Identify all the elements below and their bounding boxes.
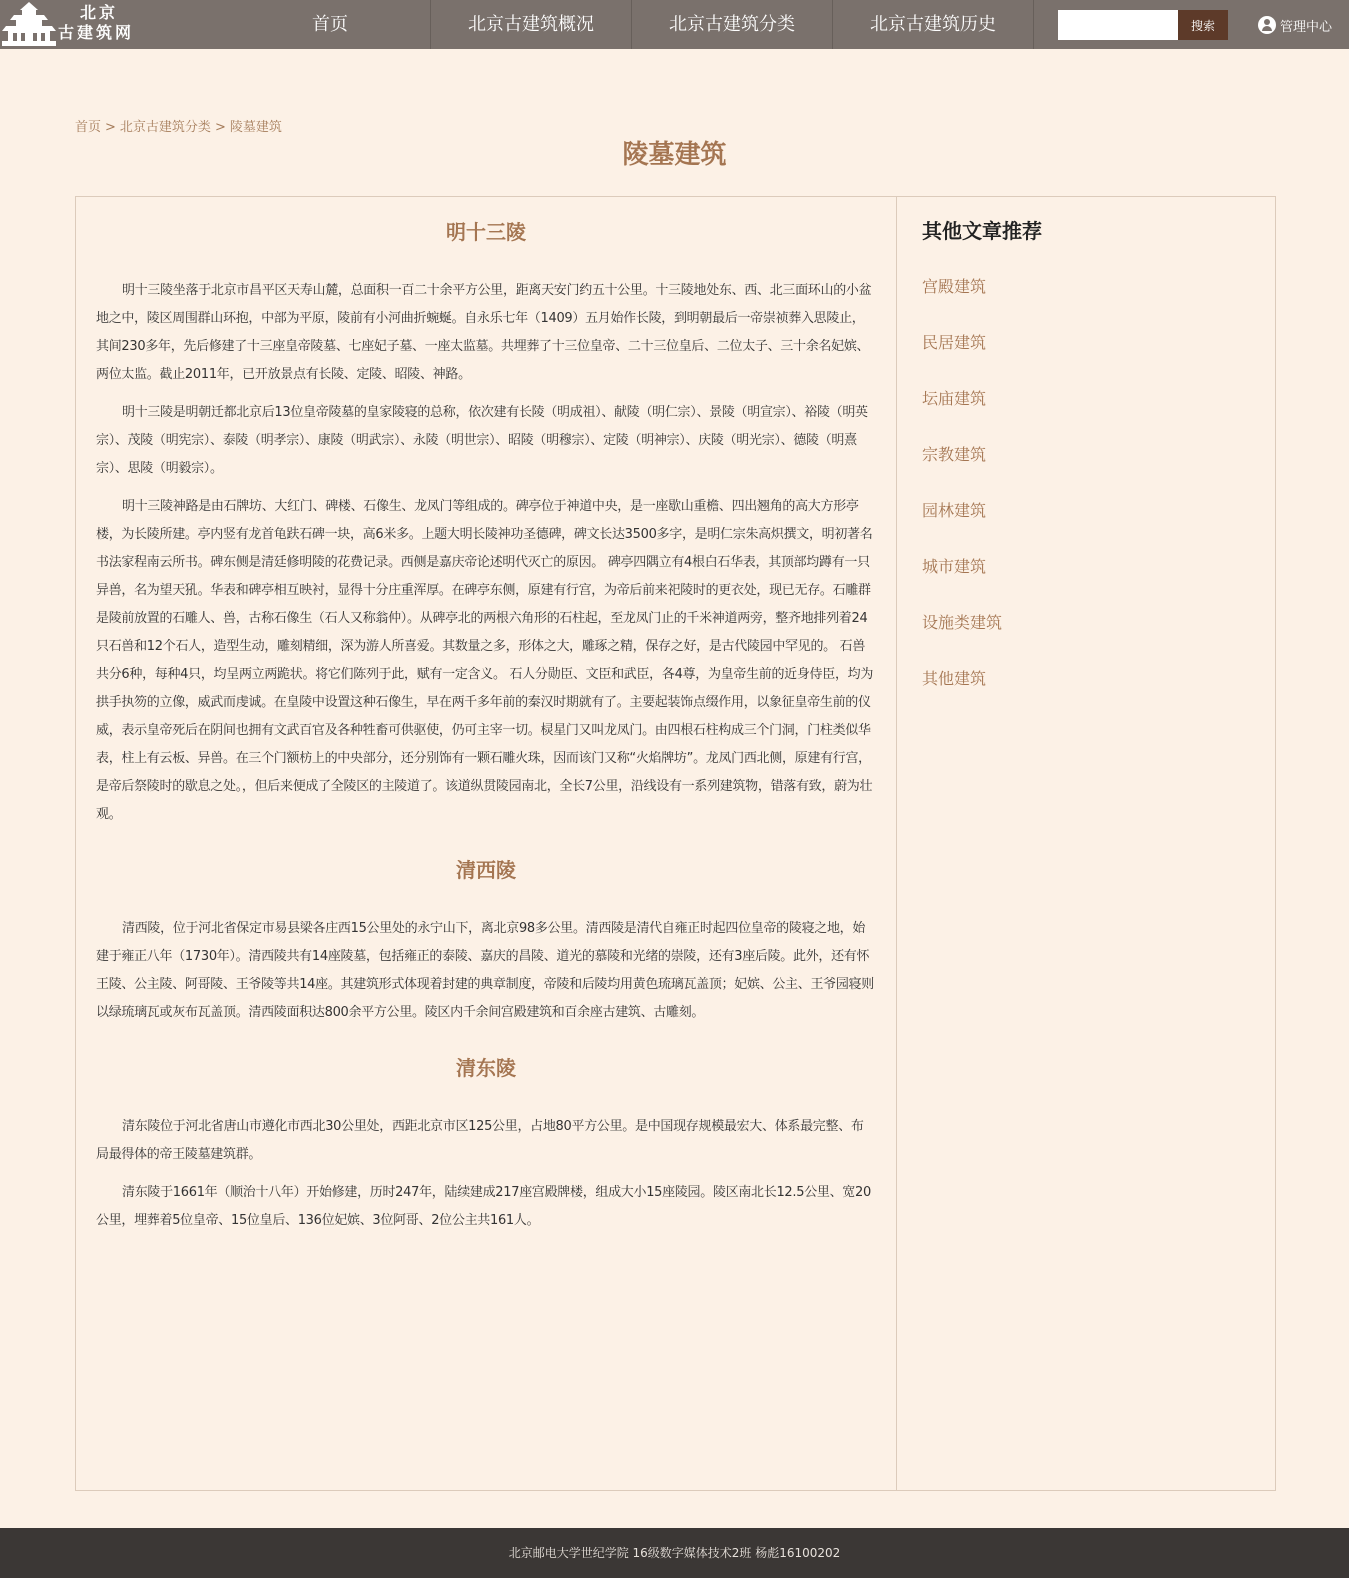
sidebar-title: 其他文章推荐 — [922, 219, 1042, 243]
breadcrumb-current[interactable]: 陵墓建筑 — [229, 120, 282, 135]
sidebar-item-garden[interactable]: 园林建筑 — [922, 501, 987, 520]
search-input[interactable] — [1058, 10, 1178, 40]
sidebar-item-residential[interactable]: 民居建筑 — [922, 333, 987, 352]
footer: 北京邮电大学世纪学院 16级数字媒体技术2班 杨彪16100202 — [0, 1528, 1349, 1578]
header — [0, 0, 1349, 49]
sidebar-item-religious[interactable]: 宗教建筑 — [922, 445, 987, 464]
site-logo[interactable] — [0, 0, 135, 49]
breadcrumb-home[interactable]: 首页 — [75, 120, 102, 135]
page-title: 陵墓建筑 — [622, 140, 727, 170]
breadcrumb — [75, 116, 282, 135]
article-main — [76, 197, 897, 1490]
admin-center-link[interactable] — [1258, 14, 1332, 36]
article-paragraph: 明十三陵坐落于北京市昌平区天寿山麓，总面积一百二十余平方公里，距离天安门约五十公里。十三陵地处东、西、北三面环山的小盆地之中，陵区周围群山环抱，中部为平原，陵前有小河曲折蜿蜒。自永乐七年（1409）五月始作长陵，到明朝最后一帝崇祯葬入思陵止，其间230多年，先后修建了十三座皇帝陵墓、七座妃子墓、一座太监墓。共埋葬了十三位皇帝、二十三位皇后、二位太子、三十余名妃嫔、两位太监。截止2011年，已开放景点有长陵、定陵、昭陵、神路。 — [96, 283, 872, 382]
nav-item-overview[interactable]: 北京古建筑概况 — [431, 0, 632, 49]
sidebar-item-facility[interactable]: 设施类建筑 — [922, 613, 1003, 632]
admin-center-label: 管理中心 — [1280, 19, 1333, 35]
content-box — [75, 196, 1276, 1491]
section-title-ming-tombs: 明十三陵 — [446, 220, 526, 244]
breadcrumb-separator: > — [214, 120, 226, 135]
breadcrumb-separator: > — [105, 120, 116, 135]
article-paragraph: 清东陵于1661年（顺治十八年）开始修建，历时247年，陆续建成217座宫殿牌楼，组成大小15座陵园。陵区南北长12.5公里、宽20公里，埋葬着5位皇帝、15位皇后、136位妃嫔、3位阿哥、2位公主共161人。 — [96, 1185, 871, 1228]
user-icon — [1258, 16, 1276, 34]
article-paragraph: 清西陵，位于河北省保定市易县梁各庄西15公里处的永宁山下，离北京98多公里。清西陵是清代自雍正时起四位皇帝的陵寝之地，始建于雍正八年（1730年）。清西陵共有14座陵墓，包括雍正的泰陵、嘉庆的昌陵、道光的慕陵和光绪的崇陵，还有3座后陵。此外，还有怀王陵、公主陵、阿哥陵、王爷陵等共14座。其建筑形式体现着封建的典章制度，帝陵和后陵均用黄色琉璃瓦盖顶；妃嫔、公主、王爷园寝则以绿琉璃瓦或灰布瓦盖顶。清西陵面积达800余平方公里。陵区内千余间宫殿建筑和百余座古建筑、古雕刻。 — [96, 921, 874, 1020]
sidebar-item-other[interactable]: 其他建筑 — [922, 669, 987, 688]
search-button[interactable]: 搜索 — [1178, 10, 1228, 40]
article-paragraph: 清东陵位于河北省唐山市遵化市西北30公里处，西距北京市区125公里，占地80平方公里。是中国现存规模最宏大、体系最完整、布局最得体的帝王陵墓建筑群。 — [96, 1119, 864, 1162]
logo-line-2: 古建筑网 — [58, 23, 135, 42]
nav-item-home[interactable]: 首页 — [230, 0, 431, 49]
sidebar-item-altar-temple[interactable]: 坛庙建筑 — [922, 389, 987, 408]
temple-logo-icon — [0, 0, 58, 49]
article-paragraph: 明十三陵神路是由石牌坊、大红门、碑楼、石像生、龙凤门等组成的。碑亭位于神道中央，是一座歇山重檐、四出翘角的高大方形亭楼，为长陵所建。亭内竖有龙首龟趺石碑一块，高6米多。上题大明长陵神功圣德碑，碑文长达3500多字，是明仁宗朱高炽撰文，明初著名书法家程南云所书。碑东侧是清廷修明陵的花费记录。西侧是嘉庆帝论述明代灭亡的原因。 碑亭四隅立有4根白石华表，其顶部均蹲有一只异兽，名为望天犼。华表和碑亭相互映衬，显得十分庄重浑厚。在碑亭东侧，原建有行宫，为帝后前来祀陵时的更衣处，现已无存。石雕群是陵前放置的石雕人、兽，古称石像生（石人又称翁仲）。从碑亭北的两根六角形的石柱起，至龙凤门止的千米神道两旁，整齐地排列着24只石兽和12个石人，造型生动，雕刻精细，深为游人所喜爱。其数量之多，形体之大，雕琢之精，保存之好，是古代陵园中罕见的。 石兽共分6种，每种4只，均呈两立两跪状。将它们陈列于此，赋有一定含义。 石人分勋臣、文臣和武臣，各4尊，为皇帝生前的近身侍臣，均为拱手执笏的立像，威武而虔诚。在皇陵中设置这种石像生，早在两千多年前的秦汉时期就有了。主要起装饰点缀作用，以象征皇帝生前的仪威，表示皇帝死后在阴间也拥有文武百官及各种牲畜可供驱使，仍可主宰一切。棂星门又叫龙凤门。由四根石柱构成三个门洞，门柱类似华表，柱上有云板、异兽。在三个门额枋上的中央部分，还分别饰有一颗石雕火珠，因而该门又称“火焰牌坊”。龙凤门西北侧，原建有行宫，是帝后祭陵时的歇息之处。，但后来便成了全陵区的主陵道了。该道纵贯陵园南北，全长7公里，沿线设有一系列建筑物，错落有致，蔚为壮观。 — [96, 499, 874, 822]
section-title-western-qing-tombs: 清西陵 — [456, 858, 516, 882]
logo-text — [58, 3, 138, 43]
logo-line-1: 北京 — [80, 3, 119, 22]
sidebar-item-city[interactable]: 城市建筑 — [922, 557, 987, 576]
sidebar-item-palace[interactable]: 宫殿建筑 — [922, 277, 987, 296]
nav-item-categories[interactable]: 北京古建筑分类 — [632, 0, 833, 49]
main-nav — [230, 0, 1034, 49]
breadcrumb-categories[interactable]: 北京古建筑分类 — [119, 120, 211, 135]
section-title-eastern-qing-tombs: 清东陵 — [456, 1056, 516, 1080]
nav-item-history[interactable]: 北京古建筑历史 — [833, 0, 1034, 49]
article-paragraph: 明十三陵是明朝迁都北京后13位皇帝陵墓的皇家陵寝的总称，依次建有长陵（明成祖）、献陵（明仁宗）、景陵（明宣宗）、裕陵（明英宗）、茂陵（明宪宗）、泰陵（明孝宗）、康陵（明武宗）、永陵（明世宗）、昭陵（明穆宗）、定陵（明神宗）、庆陵（明光宗）、德陵（明熹宗）、思陵（明毅宗）。 — [96, 405, 868, 476]
sidebar-list — [922, 275, 1002, 723]
